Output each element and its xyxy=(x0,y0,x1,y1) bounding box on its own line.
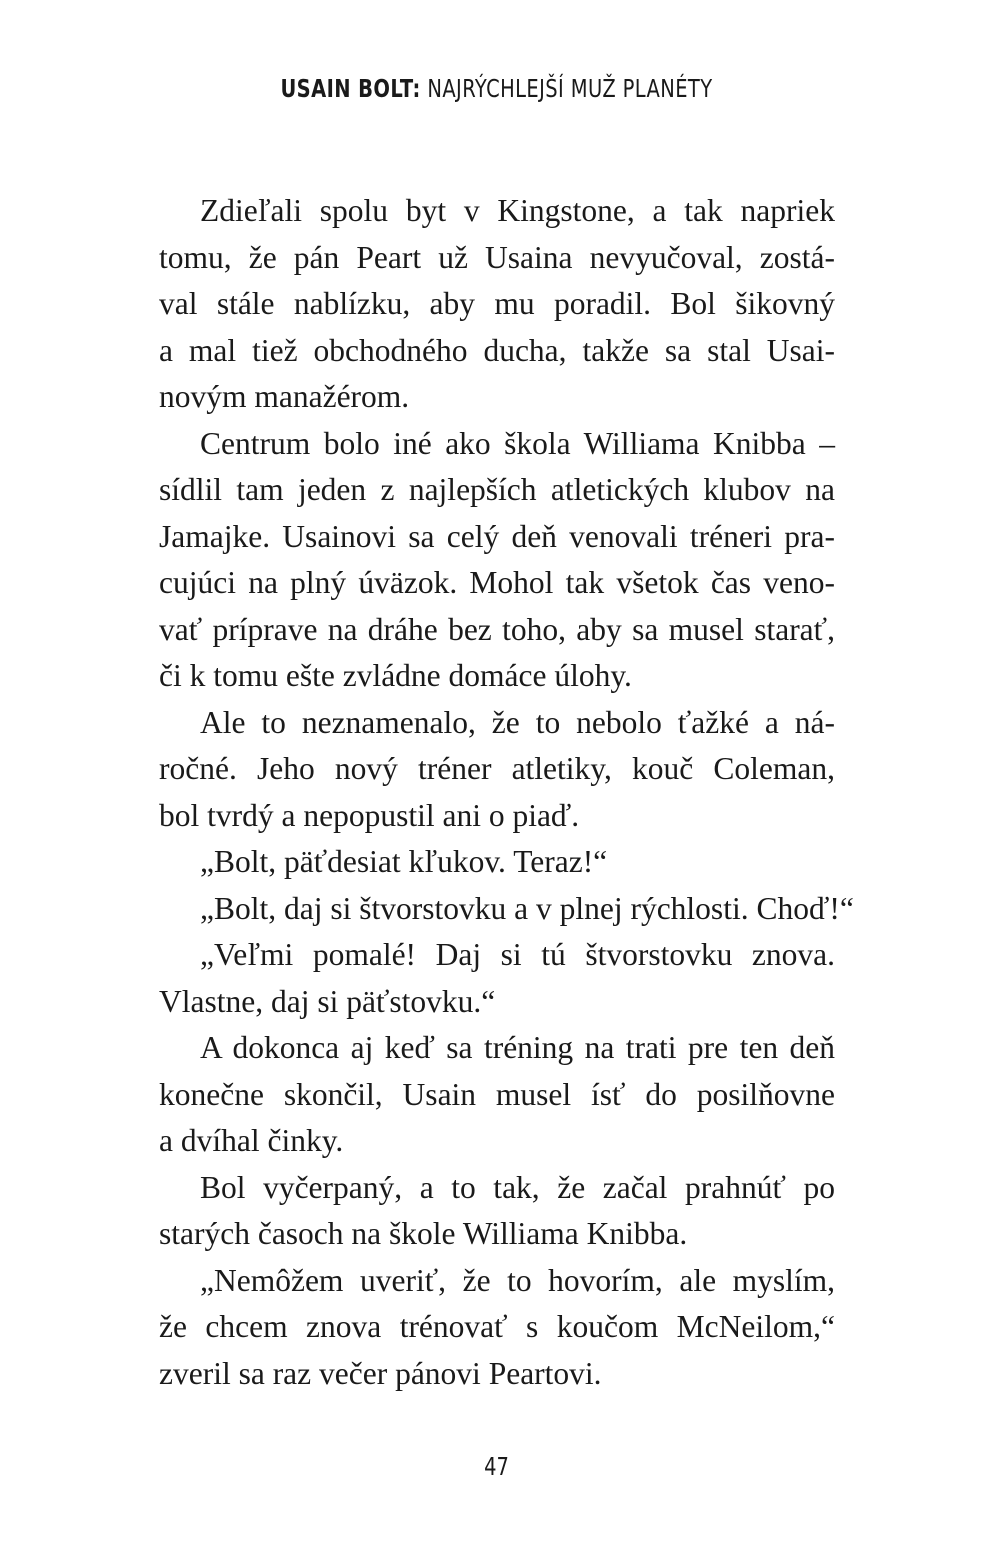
text-line: Vlastne, daj si päťstovku.“ xyxy=(159,983,496,1019)
body-text xyxy=(159,188,854,1397)
text-line: a dvíhal činky. xyxy=(159,1123,344,1158)
text-line: či k tomu ešte zvládne domáce úlohy. xyxy=(159,658,632,693)
text-line: a mal tiež obchodného ducha, takže sa stal Usai- xyxy=(159,332,835,368)
text-line: Bol vyčerpaný, a to tak, že začal prahnúť po xyxy=(200,1169,835,1205)
paragraph xyxy=(159,188,835,421)
text-line: val stále nablízku, aby mu poradil. Bol šikovný xyxy=(159,286,835,321)
text-line: tomu, že pán Peart už Usaina nevyučoval, zostá- xyxy=(159,239,835,275)
text-line: že chcem znova trénovať s koučom McNeilom,“ xyxy=(159,1309,835,1344)
paragraph xyxy=(159,1258,835,1398)
text-line: Jamajke. Usainovi sa celý deň venovali tréneri pra- xyxy=(159,518,835,554)
text-line: Centrum bolo iné ako škola Williama Knibba – xyxy=(200,425,835,461)
text-line: novým manažérom. xyxy=(159,379,410,414)
text-line: Zdieľali spolu byt v Kingstone, a tak napriek xyxy=(200,193,835,228)
paragraph xyxy=(159,932,835,1025)
text-line: starých časoch na škole Williama Knibba. xyxy=(159,1216,688,1251)
text-line: ročné. Jeho nový tréner atletiky, kouč Coleman, xyxy=(159,751,835,786)
text-line: „Nemôžem uveriť, že to hovorím, ale myslím, xyxy=(200,1262,835,1298)
running-head-title: NAJRÝCHLEJŠÍ MUŽ PLANÉTY xyxy=(427,74,713,103)
paragraph xyxy=(159,700,835,840)
text-line: cujúci na plný úväzok. Mohol tak všetok čas veno- xyxy=(159,565,835,600)
page-number: 47 xyxy=(484,1452,509,1481)
paragraph xyxy=(159,1165,835,1258)
text-line: bol tvrdý a nepopustil ani o piaď. xyxy=(159,797,580,833)
paragraph xyxy=(159,886,854,933)
running-head-author: USAIN BOLT: xyxy=(280,74,421,103)
paragraph xyxy=(159,839,835,886)
text-line: Ale to neznamenalo, že to nebolo ťažké a ná- xyxy=(200,704,835,740)
paragraph xyxy=(159,1025,835,1165)
text-line: A dokonca aj keď sa tréning na trati pre ten deň xyxy=(200,1030,835,1065)
text-line: sídlil tam jeden z najlepších atletických klubov na xyxy=(159,472,835,507)
paragraph xyxy=(159,421,835,700)
text-line: „Bolt, päťdesiat kľukov. Teraz!“ xyxy=(200,844,608,879)
text-line: konečne skončil, Usain musel ísť do posilňovne xyxy=(159,1076,835,1112)
text-line: „Bolt, daj si štvorstovku a v plnej rýchlosti. Choď!“ xyxy=(200,890,854,926)
text-line: „Veľmi pomalé! Daj si tú štvorstovku znova. xyxy=(200,937,835,972)
running-head xyxy=(109,74,884,103)
text-line: vať príprave na dráhe bez toho, aby sa musel starať, xyxy=(159,611,835,647)
text-line: zveril sa raz večer pánovi Peartovi. xyxy=(159,1355,602,1391)
